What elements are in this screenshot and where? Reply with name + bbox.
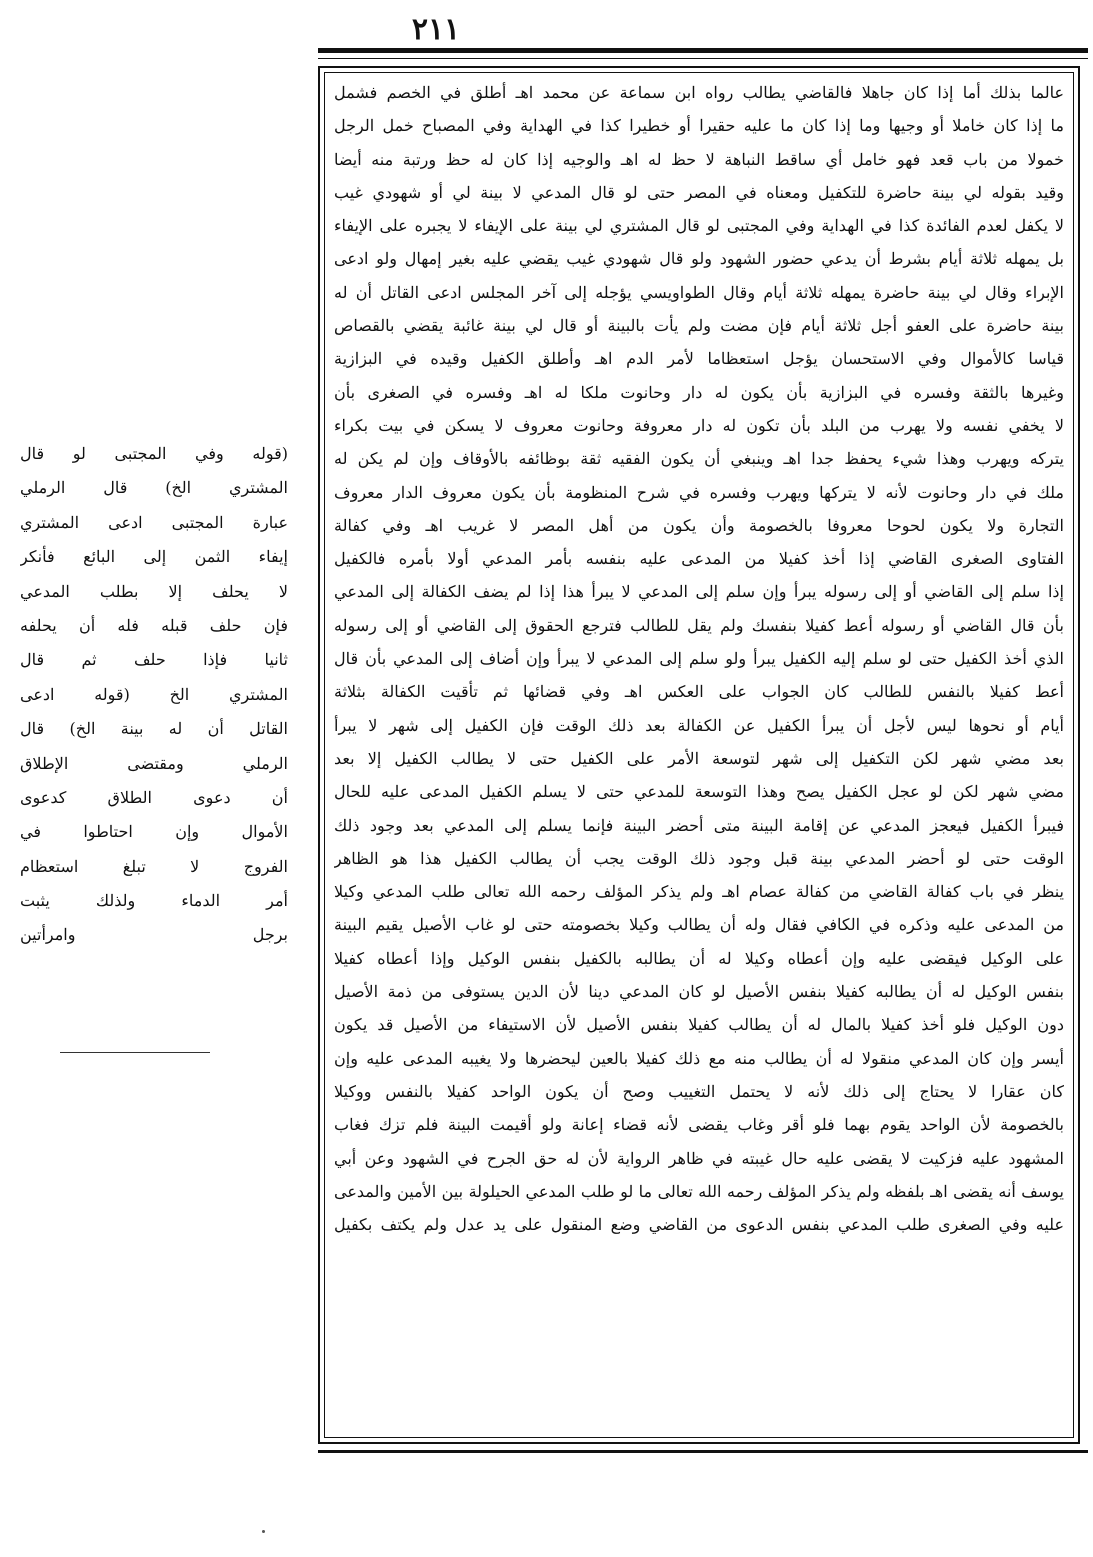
main-text-line: التجارة ولا يكون لحوحا معروفا بالخصومة وأن يكون من أهل المصر لا غريب اهـ وفي كفالة	[334, 515, 1064, 535]
main-text-line: بالخصومة لأن الواحد يقوم بهما فلو أقر وغاب يقضى لأنه قضاء إعانة ولو أقيمت البينة فلم تزك فغاب	[334, 1115, 1064, 1135]
margin-note-line: أمر الدماء ولذلك يثبت	[20, 891, 288, 911]
margin-note-line: برجل وامرأتين	[20, 925, 288, 945]
margin-commentary	[20, 437, 288, 953]
main-text-line: المشهود عليه فزكيت لا يقضى عليه حال غيبته في ظاهر الرواية لأن له حق الجرح في الشهود وعن أبي	[334, 1148, 1064, 1168]
main-text-line: الفتاوى الصغرى القاضي إذا أخذ كفيلا من المدعى عليه بنفسه بأمر المدعي أولا بأمره فالكفيل	[334, 549, 1064, 569]
main-text-line: دون الوكيل فلو أخذ كفيلا بالمال له أن يطالب كفيلا بنفس الأصيل لأن الاستيفاء من الأصيل قد يكون	[334, 1015, 1064, 1035]
main-text-line: يوسف أنه يقضى اهـ بلفظه ولم يذكر المؤلف رحمه الله تعالى ما لو طلب المدعي الحيلولة بين الأمين والمدعى	[334, 1181, 1064, 1201]
margin-note-line: المشتري الخ (قوله ادعى	[20, 684, 288, 704]
top-rule-thin	[318, 58, 1088, 59]
main-text-line: أعط كفيلا بالنفس للطالب كان الجواب على العكس اهـ وفي قضائها ثم تأقيت الكفالة بثلاثة	[334, 682, 1064, 702]
main-text-line: بنفس الوكيل له أن يطالبه كفيلا بنفس الأصيل لو كان المدعي دينا لأن الدين يستوفى من ذمة الأصيل	[334, 982, 1064, 1002]
main-text-line: بعد مضي شهر لكن التكفيل إلى شهر لتوسعة الأمر على الكفيل حتى لا يطالب الكفيل إلا بعد	[334, 748, 1064, 768]
main-text-line: لا يكفل لعدم الفائدة كذا في الهداية وفي المجتبى لو قال المشتري لي بينة على الإيفاء لا يجبره على الإيفاء	[334, 216, 1064, 236]
main-text-line: عالما بذلك أما إذا كان جاهلا فالقاضي يطالب رواه ابن سماعة عن محمد اهـ أطلق في الخصم فشمل	[334, 83, 1064, 102]
main-text-line: فيبرأ الكفيل فيعجز المدعي عن إقامة البينة متى أحضر البينة فإنما يسلم إلى المدعي بعد وجود ذلك	[334, 815, 1064, 835]
ink-speck	[262, 1530, 265, 1533]
top-rule	[318, 48, 1088, 53]
margin-note-line: أن دعوى الطلاق كدعوى	[20, 787, 288, 807]
margin-note-line: فإن حلف قبله فله أن يحلفه	[20, 615, 288, 635]
bottom-rule	[318, 1450, 1088, 1453]
main-text-line: من المدعى عليه وذكره في الكافي فقال وله أن يطالب وكيلا بخصومته حتى لو غاب الأصيل يقيم البينة	[334, 915, 1064, 935]
margin-note-line: الأموال وإن احتاطوا في	[20, 822, 288, 842]
main-text-line: وغيرها بالثقة وفسره في البزازية بأن يكون له دار وحانوت ملكا له اهـ وفسره في الصغرى بأن	[334, 382, 1064, 402]
main-text-line: كان عقارا لا يحتاج إلى ذلك لأنه لا يحتمل التغييب وصح أن يكون الواحد كفيلا بالنفس ووكيلا	[334, 1081, 1064, 1101]
main-text-line: ملك في دار وحانوت لأنه لا يتركها ويهرب وفسره في شرح المنظومة بأن يكون معروف الدار معروف	[334, 482, 1064, 502]
margin-note-line: الفروج لا تبلغ استعظام	[20, 856, 288, 876]
main-text-line: عليه وفي الصغرى طلب المدعي بنفس الدعوى من القاضي وضع المنقول على يد عدل ولم يكتف بكفيل	[334, 1215, 1064, 1235]
margin-note-line: المشتري الخ) قال الرملي	[20, 478, 288, 498]
margin-note-line: إيفاء الثمن إلى البائع فأنكر	[20, 547, 288, 567]
main-text-frame	[318, 66, 1080, 1444]
margin-note-line: (قوله وفي المجتبى لو قال	[20, 444, 288, 463]
margin-note-rule	[60, 1052, 210, 1053]
main-text-line: أيسر وإن كان المدعي منقولا له أن يطالب منه مع ذلك كفيلا بالعين ليحضرها ولا يغيبه المدعى عليه وإن	[334, 1048, 1064, 1068]
main-text-line: مضي شهر لكن لو عجل الكفيل يصح وهذا التوسعة للمدعي حتى لا يسلم الكفيل المدعى عليه للحال	[334, 782, 1064, 802]
main-text-line: ينظر في باب كفالة القاضي من كفالة عصام اهـ ولم يذكر المؤلف رحمه الله تعالى طلب المدعي وكيلا	[334, 882, 1064, 902]
main-text-line: بأن قال القاضي أو رسوله أعط كفيلا بنفسك ولم يقل للطالب فترجع الحقوق إلى القاضي أو إلى رسوله	[334, 615, 1064, 635]
main-text-line: على الوكيل فيقضى عليه وإن أعطاه وكيلا له أن يطالبه بالكفيل بنفس الوكيل وإذا أعطاه كفيلا	[334, 948, 1064, 968]
main-text-line: الوقت حتى لو أحضر المدعي بينة قبل وجود ذلك الوقت يجب أن يطالب الكفيل هذا هو الظاهر	[334, 848, 1064, 868]
main-text-line: وقيد بقوله لي بينة حاضرة للتكفيل ومعناه في المصر حتى لو قال المدعي لا بينة لي أو شهودي غيب	[334, 182, 1064, 202]
margin-note-line: الرملي ومقتضى الإطلاق	[20, 753, 288, 773]
main-text-line: ما إذا كان خاملا أو وجيها وما إذا كان ما عليه حقيرا أو خطيرا كذا في الهداية وفي المصباح خمل الرجل	[334, 116, 1064, 136]
main-text-line: يتركه ويهرب وهذا شيء يحفظ جدا اهـ وينبغي أن يكون الفقيه ثقة بوظائفه بالأوقاف وإن لم يكن له	[334, 449, 1064, 469]
page-number: ٢١١	[411, 12, 461, 47]
main-text-line: الذي أخذ الكفيل حتى لو سلم إليه الكفيل يبرأ ولو سلم إلى المدعي لا يبرأ وإن أضاف إلى المدعي بأن قال	[334, 649, 1064, 669]
margin-note-line: عبارة المجتبى ادعى المشتري	[20, 512, 288, 532]
main-text-line: قياسا كالأموال وفي الاستحسان يؤجل استعظاما لأمر الدم اهـ وأطلق الكفيل وقيده في البزازية	[334, 349, 1064, 369]
main-text-line: لا يخفي نفسه ولا يهرب من البلد بأن تكون له دار معروفة وحانوت معروف لا يسكن في بيت بكراء	[334, 415, 1064, 435]
main-text-line: الإبراء وقال لي بينة حاضرة يمهله ثلاثة أيام وقال الطواويسي يؤجله إلى آخر المجلس ادعى القاتل أن له	[334, 282, 1064, 302]
main-text-line: إذا سلم إلى القاضي أو إلى رسوله يبرأ وإن سلم إلى المدعي لا يبرأ هذا إذا لم يضف الكفالة إلى المدعي	[334, 582, 1064, 602]
main-text-line: خمولا من باب قعد فهو خامل أي ساقط النباهة لا حظ له اهـ والوجيه إذا كان له حظ ورتبة منه أيضا	[334, 149, 1064, 169]
margin-note-line: ثانيا فإذا حلف ثم قال	[20, 650, 288, 670]
main-text-line: بينة حاضرة على العفو أجل ثلاثة أيام فإن مضت ولم يأت بالبينة أو قال لي بينة غائبة يقضي بالقصاص	[334, 316, 1064, 336]
margin-note-line: لا يحلف إلا بطلب المدعي	[20, 581, 288, 601]
main-text-line: أيام أو نحوها ليس لأجل أن يبرأ الكفيل عن الكفالة بعد ذلك الوقت فإن الكفيل إلى شهر لا يبرأ	[334, 715, 1064, 735]
main-text-block	[334, 76, 1064, 1436]
margin-note-line: القاتل أن له بينة الخ) قال	[20, 719, 288, 739]
main-text-line: بل يمهله ثلاثة أيام بشرط أن يدعي حضور الشهود ولو قال شهودي غيب يقضي عليه بغير إمهال ولو ادعى	[334, 249, 1064, 269]
